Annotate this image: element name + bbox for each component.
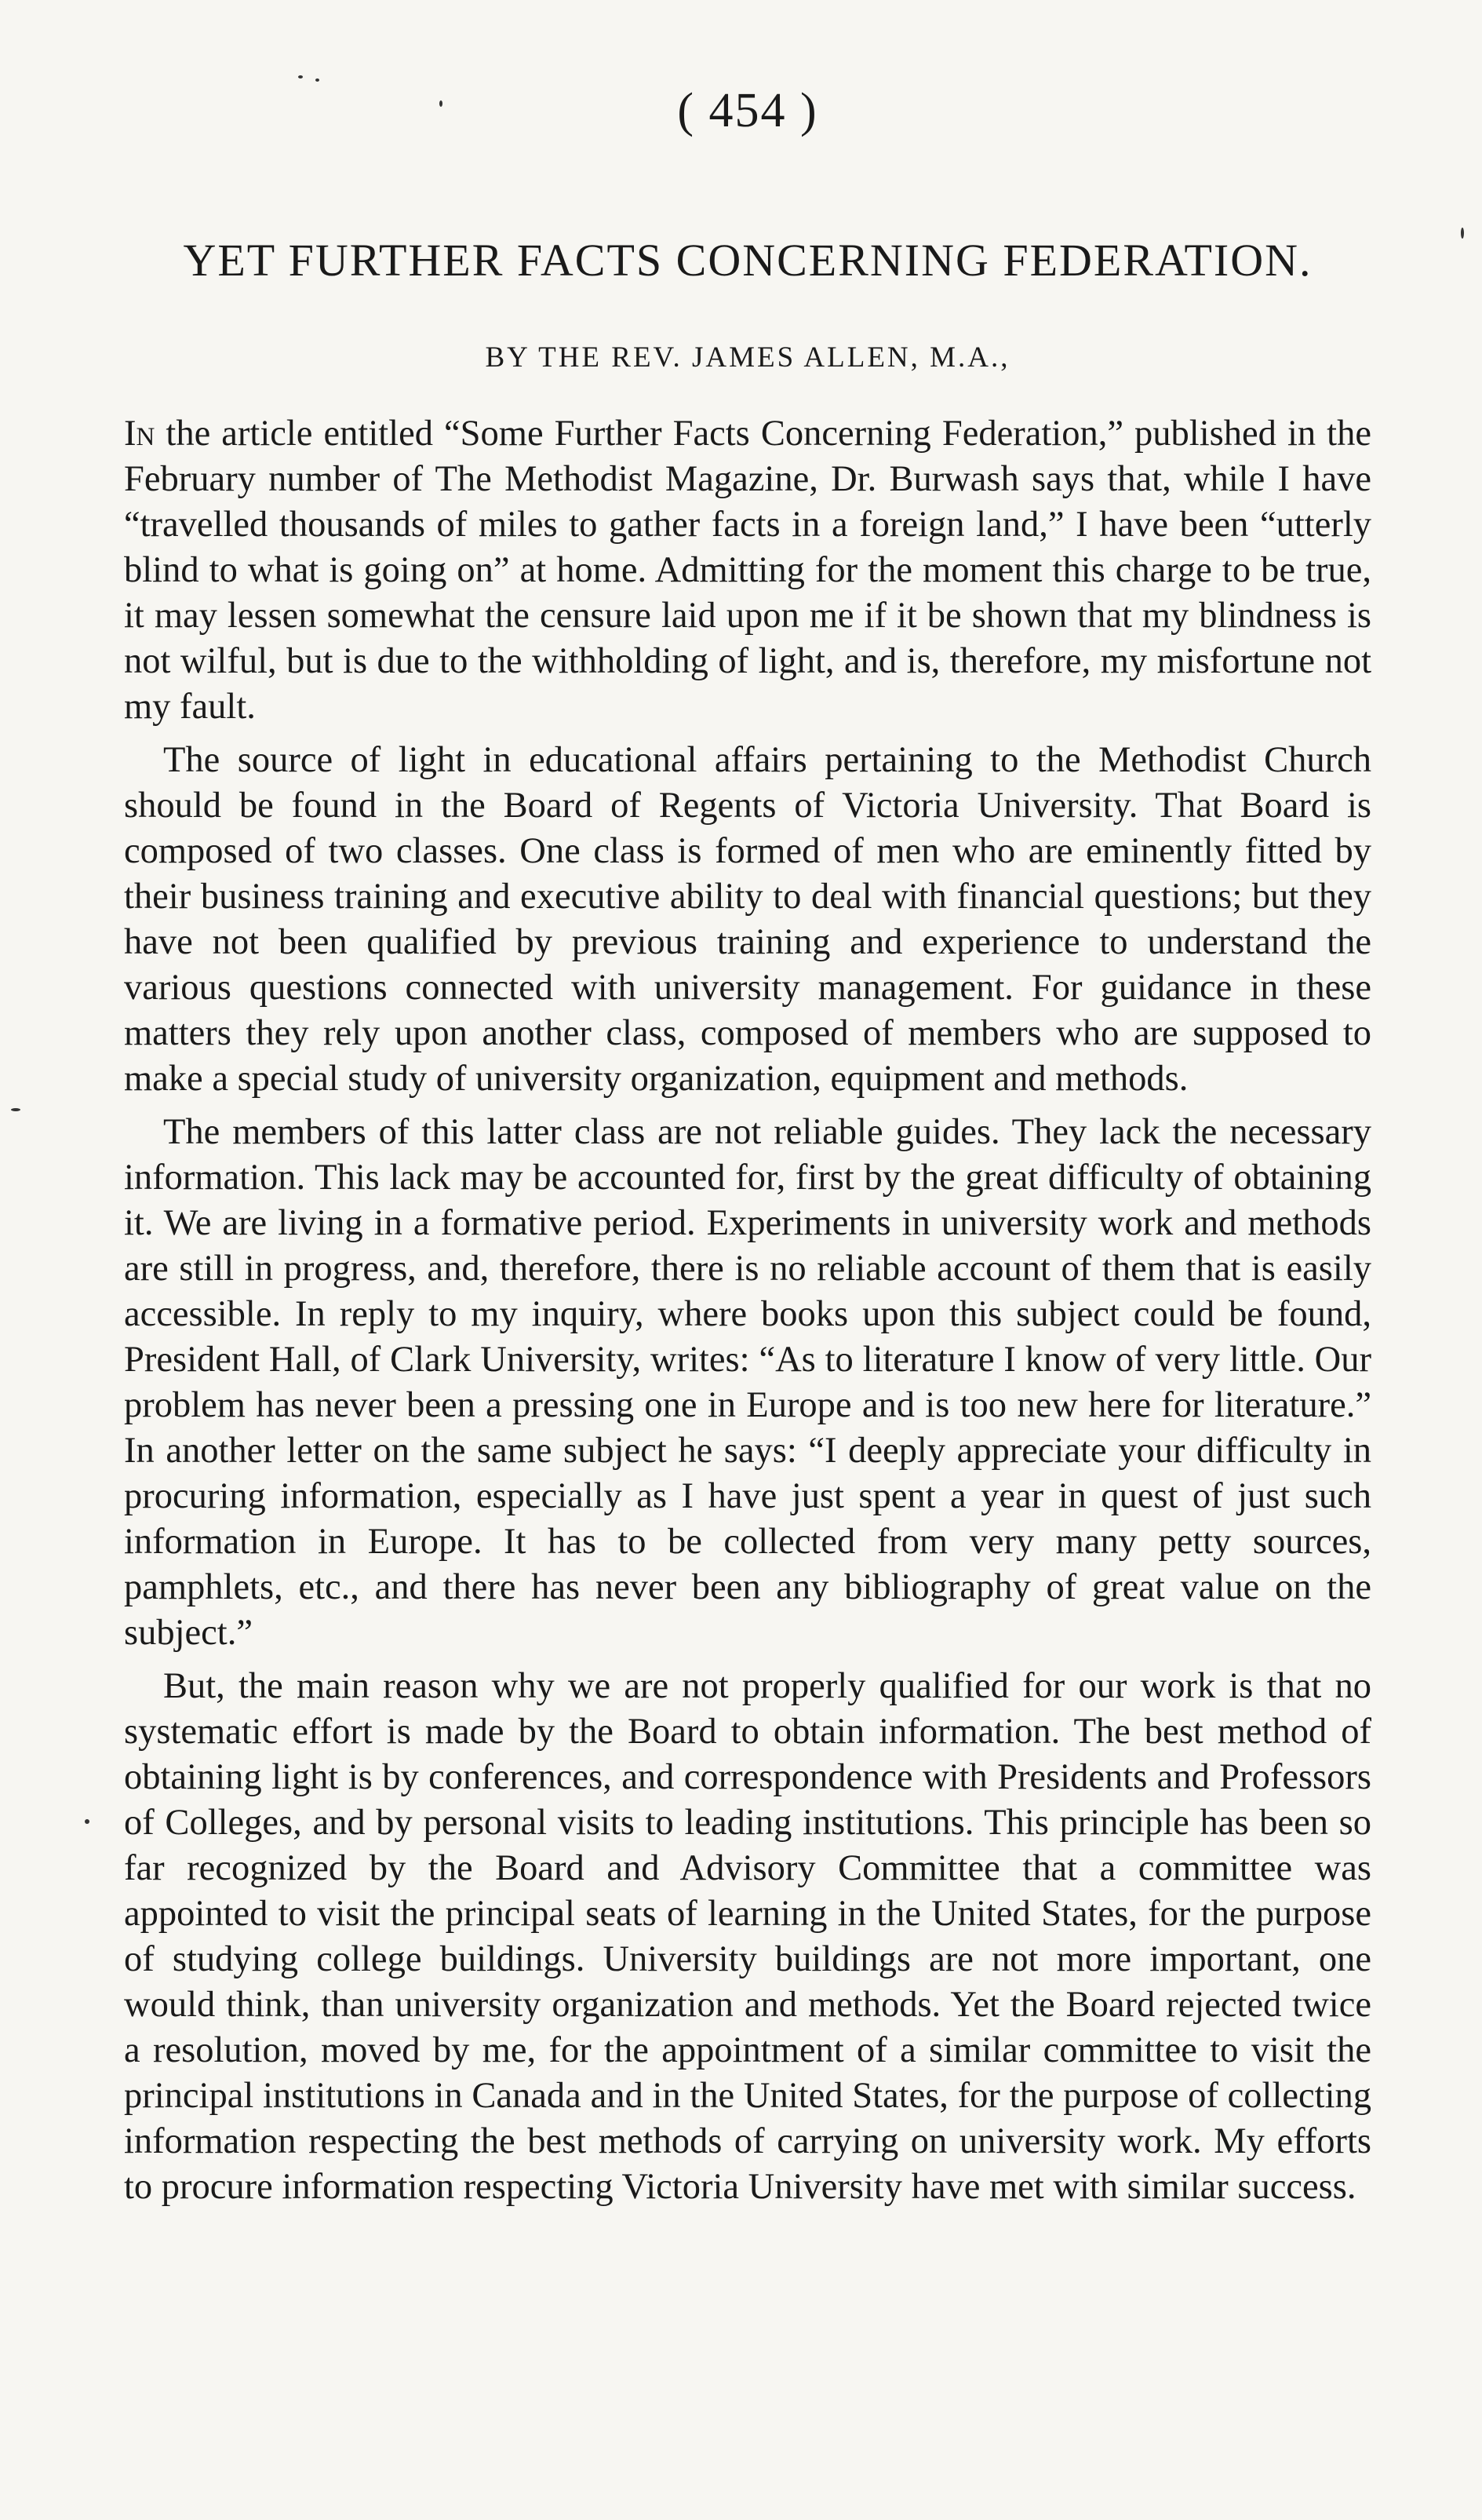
scan-speck — [85, 1819, 89, 1824]
document-page — [124, 86, 1371, 2218]
paragraph-1-text: the article entitled “Some Further Facts Concerning Federation,” published in the February number of The Methodist Magazine, Dr. Burwash says that, while I have “travelled thousands of miles to gather facts in a foreign land,” I have been “utterly blind to what is going on” at home. Admitting for the moment this charge to be true, it may lessen somewhat the censure laid upon me if it be shown that my blindness is not wilful, but is due to the withholding of light, and is, therefore, my misfortune not my fault. — [124, 414, 1371, 728]
paragraph-3: The members of this latter class are not reliable guides. They lack the necessary information. This lack may be accounted for, first by the great difficulty of obtaining it. We are living in a formative period. Experiments in university work and methods are still in progress, and, therefore, there is no reliable account of them that is easily accessible. In reply to my inquiry, where books upon this subject could be found, President Hall, of Clark University, writes: “As to literature I know of very little. Our problem has never been a pressing one in Europe and is too new here for literature.” In another letter on the same subject he says: “I deeply appreciate your difficulty in procuring information, especially as I have just spent a year in quest of just such information in Europe. It has to be collected from very many petty sources, pamphlets, etc., and there has never been any bibliography of great value on the subject.” — [124, 1112, 1371, 1654]
scan-speck — [1461, 228, 1464, 239]
scan-speck — [11, 1108, 20, 1111]
article-body — [124, 411, 1371, 2210]
paragraph-4: But, the main reason why we are not properly qualified for our work is that no systematic effort is made by the Board to obtain information. The best method of obtaining light is by conferences, and correspondence with Presidents and Professors of Colleges, and by personal visits to leading institutions. This principle has been so far recognized by the Board and Advisory Committee that a committee was appointed to visit the principal seats of learning in the United States, for the purpose of studying college buildings. University buildings are not more important, one would think, than university organization and methods. Yet the Board rejected twice a resolution, moved by me, for the appointment of a similar committee to visit the principal institutions in Canada and in the United States, for the purpose of collecting information respecting the best methods of carrying on university work. My efforts to procure information respecting Victoria University have met with similar success. — [124, 1666, 1371, 2208]
paragraph-1 — [124, 411, 1371, 730]
drop-lead-word: In — [124, 414, 155, 454]
page-number: ( 454 ) — [677, 84, 818, 137]
scan-speck — [315, 78, 319, 82]
byline: BY THE REV. JAMES ALLEN, M.A., — [485, 341, 1010, 374]
scan-speck — [298, 75, 303, 78]
paragraph-2: The source of light in educational affairs pertaining to the Methodist Church should be found in the Board of Regents of Victoria University. That Board is composed of two classes. One class is formed of men who are eminently fitted by their business training and executive ability to deal with financial questions; but they have not been qualified by previous training and experience to understand the various questions connected with university management. For guidance in these matters they rely upon another class, composed of members who are supposed to make a special study of university organization, equipment and methods. — [124, 740, 1371, 1100]
article-title: YET FURTHER FACTS CONCERNING FEDERATION. — [183, 235, 1313, 286]
